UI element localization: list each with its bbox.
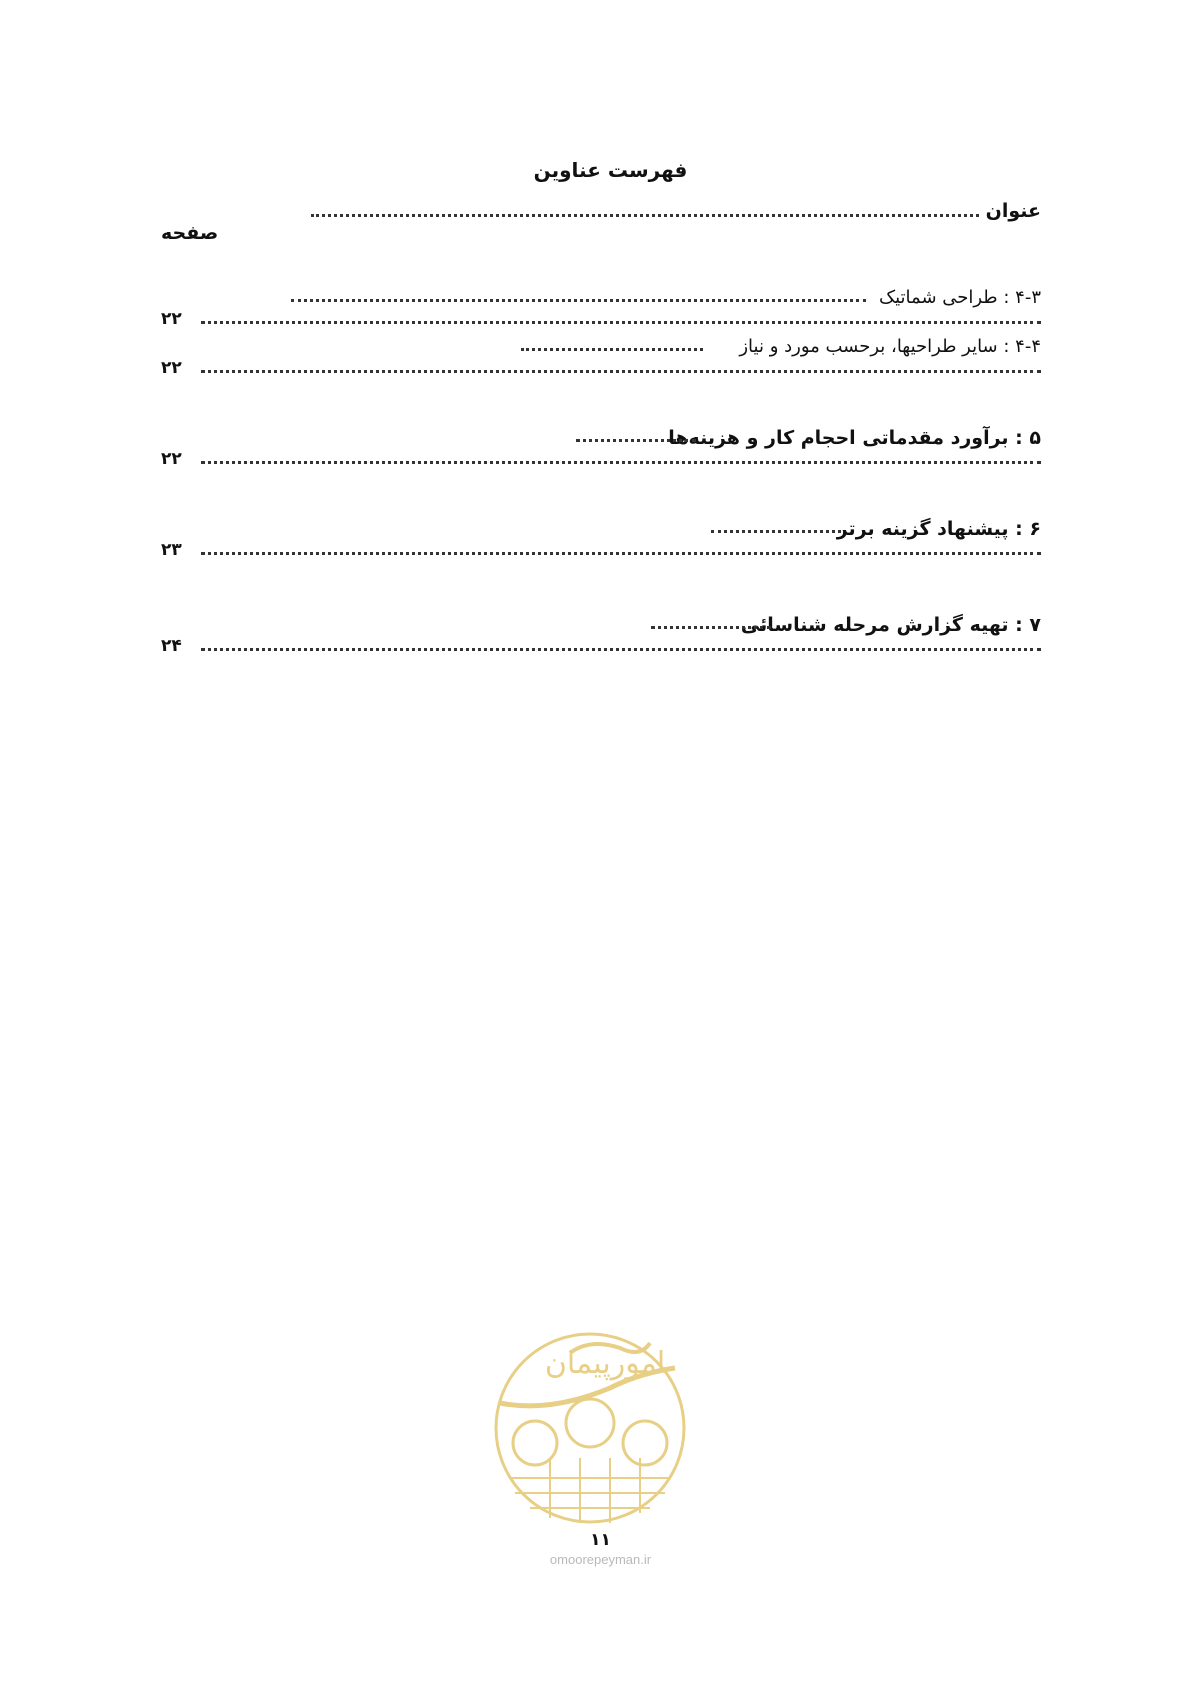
toc-entry-leader xyxy=(651,626,771,629)
toc-entry-page: ۲۲ xyxy=(161,309,182,329)
toc-header-title: عنوان xyxy=(985,200,1041,222)
toc-entry-leader xyxy=(201,461,1041,464)
toc-entry-leader xyxy=(576,439,696,442)
toc-entry-title: ۷ : تهیه گزارش مرحله شناسائی xyxy=(740,614,1041,636)
toc-entry-page: ۲۲ xyxy=(161,358,182,378)
watermark-site: omoorepeyman.ir xyxy=(549,1552,652,1567)
toc-entry[interactable] xyxy=(161,614,1041,664)
watermark-logo-text: امورپیمان xyxy=(544,1346,666,1381)
toc-entry-title: ۴-۳ : طراحی شماتیک xyxy=(879,287,1041,308)
toc-entry-leader xyxy=(291,299,866,302)
toc-header-row xyxy=(161,200,1041,250)
toc-entry-page: ۲۴ xyxy=(161,636,182,656)
toc-entry-leader xyxy=(201,552,1041,555)
toc-entry[interactable] xyxy=(161,287,1041,337)
toc-entry[interactable] xyxy=(161,427,1041,477)
toc-title: فهرست عناوین xyxy=(533,158,688,182)
toc-entry-title: ۴-۴ : سایر طراحیها، برحسب مورد و نیاز xyxy=(739,336,1041,357)
toc-entry-page: ۲۲ xyxy=(161,449,182,469)
toc-entry-title: ۵ : برآورد مقدماتی احجام کار و هزینه‌ها xyxy=(668,427,1041,449)
toc-entry-leader xyxy=(201,321,1041,324)
toc-header-leader xyxy=(311,214,979,217)
toc-entry-leader xyxy=(201,648,1041,651)
toc-entry[interactable] xyxy=(161,518,1041,568)
toc-entry[interactable] xyxy=(161,336,1041,386)
toc-entry-page: ۲۳ xyxy=(161,540,182,560)
toc-entry-leader xyxy=(711,530,841,533)
toc-entry-leader xyxy=(201,370,1041,373)
toc-entry-leader xyxy=(521,348,703,351)
toc-entry-title: ۶ : پیشنهاد گزینه برتر xyxy=(836,518,1041,540)
page-number: ۱۱ xyxy=(590,1530,611,1550)
watermark-logo xyxy=(490,1328,690,1528)
toc-header-page: صفحه xyxy=(161,222,219,244)
